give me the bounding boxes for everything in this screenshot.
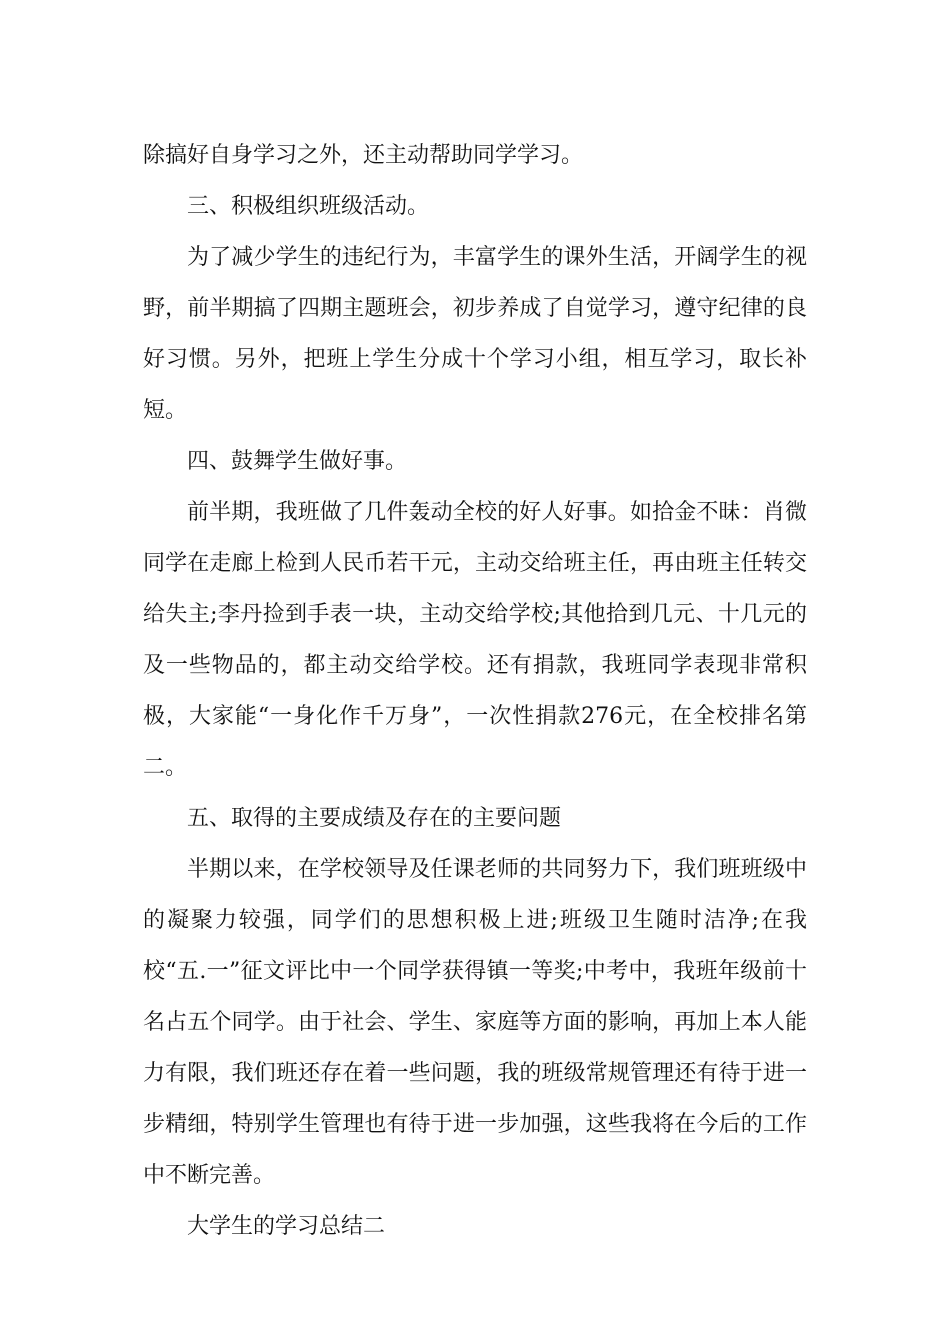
section-heading-3: 三、积极组织班级活动。 bbox=[187, 194, 430, 219]
section-heading-4: 四、鼓舞学生做好事。 bbox=[187, 449, 408, 474]
section-heading-5: 五、取得的主要成绩及存在的主要问题 bbox=[187, 806, 562, 831]
paragraph-achievements: 半期以来，在学校领导及任课老师的共同努力下，我们班班级中的凝聚力较强，同学们的思想积极上进;班级卫生随时洁净;在我校“五.一”征文评比中一个同学获得镇一等奖;中考中，我班年级前十名占五个同学。由于社会、学生、家庭等方面的影响，再加上本人能力有限，我们班还存在着一些问题，我的班级常规管理还有待于进一步精细，特别学生管理也有待于进一步加强，这些我将在今后的工作中不断完善。 bbox=[143, 857, 807, 1188]
paragraph-good-deeds: 前半期，我班做了几件轰动全校的好人好事。如拾金不昧：肖微同学在走廊上检到人民币若干元，主动交给班主任，再由班主任转交给失主;李丹捡到手表一块，主动交给学校;其他拾到几元、十几元的及一些物品的，都主动交给学校。还有捐款，我班同学表现非常积极，大家能“一身化作千万身”，一次性捐款276元，在全校排名第二。 bbox=[143, 500, 807, 780]
paragraph-class-activities: 为了减少学生的违纪行为，丰富学生的课外生活，开阔学生的视野，前半期搞了四期主题班会，初步养成了自觉学习，遵守纪律的良好习惯。另外，把班上学生分成十个学习小组，相互学习，取长补短。 bbox=[143, 245, 807, 423]
paragraph-continuation: 除搞好自身学习之外，还主动帮助同学学习。 bbox=[143, 143, 584, 168]
next-section-title: 大学生的学习总结二 bbox=[187, 1214, 386, 1239]
document-body bbox=[143, 130, 807, 1252]
